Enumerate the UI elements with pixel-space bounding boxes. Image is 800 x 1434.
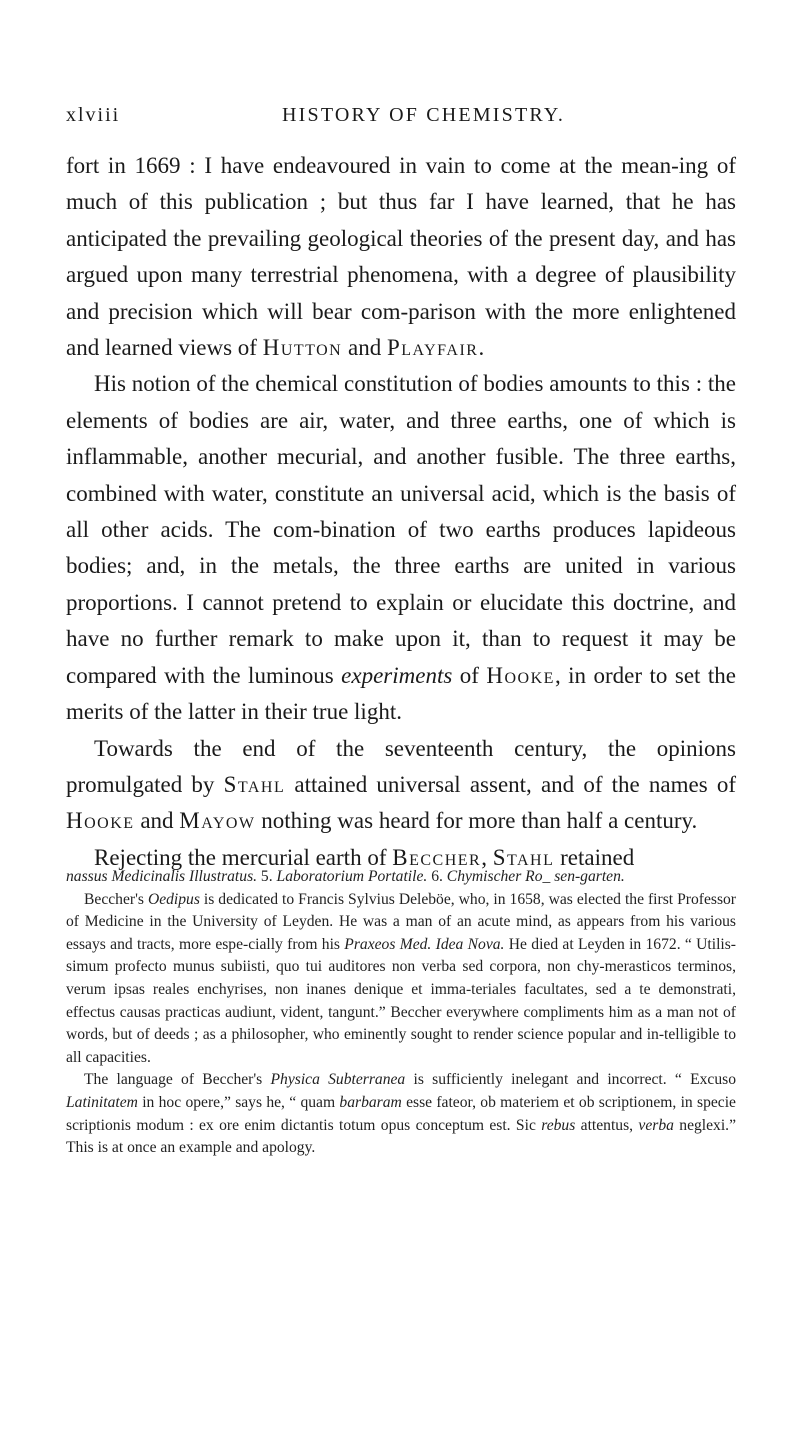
name-playfair: Playfair [386, 335, 479, 361]
name-mayow: Mayow [179, 808, 256, 834]
footnote-physica: The language of Beccher's Physica Subterranea is sufficiently inelegant and incorrect. “ Excuso Latinitatem in hoc opere,” says he, “ quam barbaram esse fateor, ob materiem et ob scriptionem, in specie scriptionis modum : ex ore enim dictantis totum opus conceptum est. Sic rebus attentus, verba neglexi.” This is at once an example and apology. [66, 1071, 736, 1157]
paragraph-3: Towards the end of the seventeenth century, the opinions promulgated by Stahl attained universal assent, and of the names of Hooke and Mayow nothing was heard for more than half a century. [66, 735, 736, 834]
paragraph-1: fort in 1669 : I have endeavoured in vain to come at the mean-ing of much of this publication ; but thus far I have learned, that he has anticipated the prevailing geological theories of the present day, and has argued upon many terrestrial phenomena, with a degree of plausibility and precision which will bear com-parison with the more enlightened and learned views of Hutton and Playfair. [66, 153, 736, 361]
footnotes [66, 866, 736, 1160]
name-hutton: Hutton [262, 335, 343, 361]
name-hooke: Hooke [66, 808, 135, 834]
emphasis-experiments: experiments [341, 662, 453, 688]
page-number: xlviii [66, 104, 121, 126]
name-beccher: Beccher [392, 844, 482, 870]
paragraph-4: Rejecting the mercurial earth of Beccher, Stahl retained [94, 844, 635, 870]
footnote-continuation: nassus Medicinalis Illustratus. 5. Laboratorium Portatile. 6. Chymischer Ro_ sen-garten. [66, 868, 625, 885]
running-title: HISTORY OF CHEMISTRY. [282, 104, 566, 126]
main-text [66, 148, 736, 876]
name-stahl: Stahl [492, 844, 555, 870]
name-stahl: Stahl [223, 771, 286, 797]
name-hooke: Hooke [486, 662, 555, 688]
paragraph-2: His notion of the chemical constitution of bodies amounts to this : the elements of bodies are air, water, and three earths, one of which is inflammable, another mecurial, and another fusible. The three earths, combined with water, constitute an universal acid, which is the basis of all other acids. The com-bination of two earths produces lapideous bodies; and, in the metals, the three earths are united in various proportions. I cannot pretend to explain or elucidate this doctrine, and have no further remark to make upon it, than to request it may be compared with the luminous experiments of Hooke, in order to set the merits of the latter in their true light. [66, 371, 736, 725]
footnote-oedipus: Beccher's Oedipus is dedicated to Francis Sylvius Deleböe, who, in 1658, was elected the first Professor of Medicine in the University of Leyden. He was a man of an acute mind, as appears from his various essays and tracts, more espe-cially from his Praxeos Med. Idea Nova. He died at Leyden in 1672. “ Utilis-simum profecto munus subiisti, quo tui auditores non verba sed corpora, non chy-merasticos terminos, verum ipsas reales enchyrises, non inanes denique et imma-teriales facultates, sed a te demonstrati, effectus causas practicas audiunt, vident, tangunt.” Beccher everywhere compliments him as a man not of words, but of deeds ; as a philosopher, who eminently sought to render science popular and in-telligible to all capacities. [66, 890, 737, 1066]
